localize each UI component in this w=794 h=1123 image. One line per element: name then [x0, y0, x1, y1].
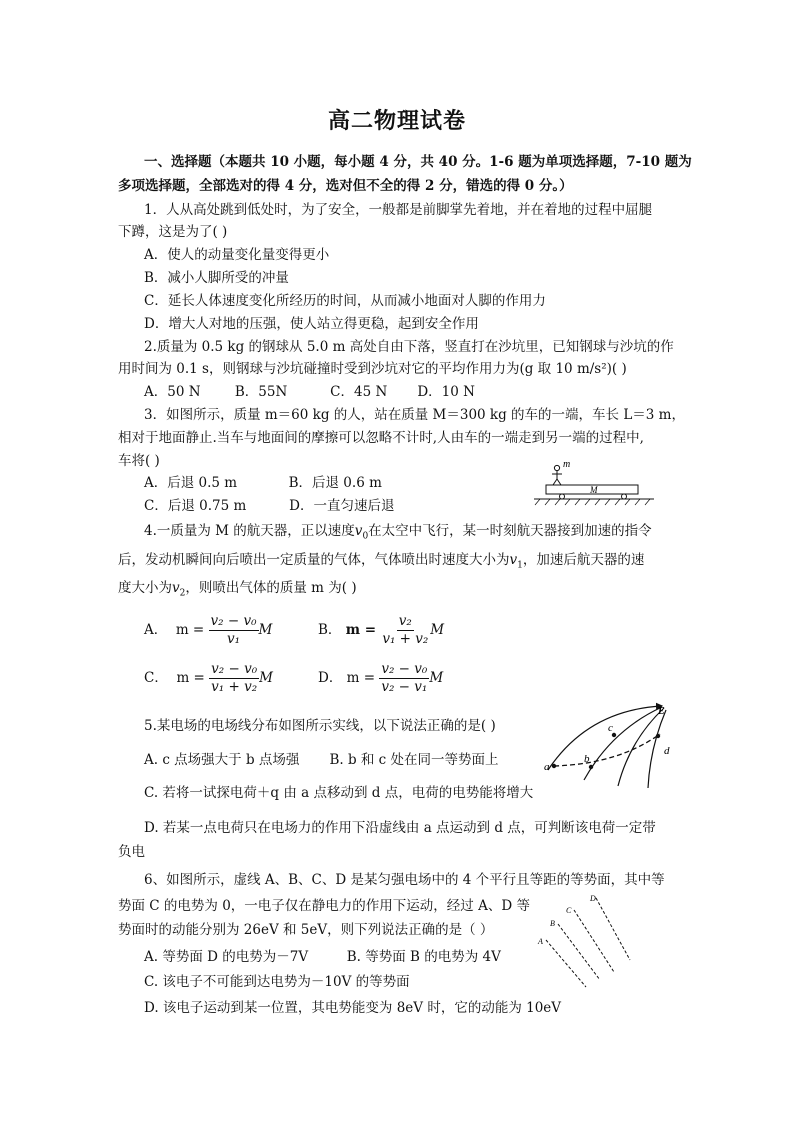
plane-B-label: B: [550, 919, 555, 928]
q2-stem-line1: 2.质量为 0.5 kg 的钢球从 5.0 m 高处自由下落，竖直打在沙坑里，已知钢球与沙坑的作: [144, 339, 674, 355]
q5-option-c: C. 若将一试探电荷＋q 由 a 点移动到 d 点，电荷的电势能将增大: [144, 785, 534, 801]
label-M: M: [590, 485, 598, 495]
q6-stem-line2: 势面 C 的电势为 0，一电子仅在静电力的作用下运动，经过 A、D 等: [118, 898, 530, 914]
q3-stem-line2: 相对于地面静止.当车与地面间的摩擦可以忽略不计时,人由车的一端走到另一端的过程中,: [118, 430, 644, 446]
section-heading-line1: 一、选择题（本题共 10 小题，每小题 4 分，共 40 分。1-6 题为单项选择题，7-10 题为: [144, 154, 692, 170]
field-lines-figure: [538, 700, 684, 790]
E-label: E: [658, 706, 665, 717]
plane-D: [596, 898, 630, 960]
q6-options-ab: A. 等势面 D 的电势为－7V B. 等势面 B 的电势为 4V: [144, 949, 501, 965]
q5-option-d-line2: 负电: [118, 844, 145, 860]
q1-option-d: D．增大人对地的压强，使人站立得更稳，起到安全作用: [144, 316, 479, 332]
point-d-label: d: [664, 745, 670, 757]
q4-stem-line3: 度大小为$v_2$，则喷出气体的质量 m 为( ): [118, 580, 357, 599]
plane-A: [546, 940, 586, 987]
q6-option-c: C. 该电子不可能到达电势为－10V 的等势面: [144, 974, 410, 990]
page-title: 高二物理试卷: [327, 108, 466, 134]
q4-option-d: D． m = $\frac{\text{v₂ − v₀}}{\text{v₂ − v₁}}$ M: [318, 661, 444, 695]
q2-options: A．50 N B．55N C．45 N D．10 N: [144, 384, 475, 400]
q4-option-b: B． m = $\frac{\text{v₂}}{\text{v₁ + v₂}}$ M: [318, 613, 445, 647]
point-c-label: c: [608, 722, 613, 734]
cart-figure: [532, 455, 656, 507]
q3-options-ab: A．后退 0.5 m B．后退 0.6 m: [144, 475, 382, 491]
q3-options-cd: C．后退 0.75 m D．一直匀速后退: [144, 498, 395, 514]
q4-stem-line2: 后，发动机瞬间向后喷出一定质量的气体，气体喷出时速度大小为$v_1$，加速后航天器的速: [118, 552, 645, 571]
field-line-3: [618, 708, 664, 786]
label-m: m: [563, 459, 571, 470]
plane-C: [574, 910, 614, 972]
point-b-label: b: [584, 753, 590, 765]
q4-stem-line1: 4.一质量为 M 的航天器，正以速度$v_0$在太空中飞行，某一时刻航天器接到加速的指令: [144, 523, 652, 542]
plane-D-label: D: [590, 894, 596, 903]
q4-option-a: A． m = $\frac{\text{v₂ − v₀}}{\text{v₁}}$ M: [144, 613, 273, 647]
plane-C-label: C: [566, 906, 572, 915]
q3-stem-line1: 3．如图所示，质量 m＝60 kg 的人，站在质量 M＝300 kg 的车的一端，车长 L＝3 m，: [144, 407, 685, 423]
q3-stem-line3: 车将( ): [118, 453, 160, 469]
q4-option-c: C． m = $\frac{\text{v₂ − v₀}}{\text{v₁ + v₂}}$ M: [144, 661, 273, 695]
q5-stem: 5.某电场的电场线分布如图所示实线，以下说法正确的是( ): [144, 718, 496, 734]
trajectory-dashed: [554, 734, 660, 766]
q1-stem-line1: 1．人从高处跳到低处时，为了安全，一般都是前脚掌先着地，并在着地的过程中屈腿: [144, 202, 653, 218]
q6-option-d: D. 该电子运动到某一位置，其电势能变为 8eV 时，它的动能为 10eV: [144, 1000, 562, 1016]
q1-option-b: B．减小人脚所受的冲量: [144, 270, 289, 286]
q6-stem-line3: 势面时的动能分别为 26eV 和 5eV，则下列说法正确的是（ ）: [118, 922, 494, 938]
equipotential-figure: [534, 892, 634, 992]
plane-B: [558, 924, 600, 980]
plane-A-label: A: [538, 937, 543, 946]
point-a-label: a: [544, 761, 550, 773]
q1-option-a: A．使人的动量变化量变得更小: [144, 247, 330, 263]
q5-option-d-line1: D. 若某一点电荷只在电场力的作用下沿虚线由 a 点运动到 d 点，可判断该电荷一定带: [144, 820, 656, 836]
q1-stem-line2: 下蹲，这是为了( ): [118, 224, 228, 240]
q1-option-c: C．延长人体速度变化所经历的时间，从而减小地面对人脚的作用力: [144, 293, 546, 309]
person-head: [554, 465, 559, 470]
q5-options-ab: A. c 点场强大于 b 点场强 B. b 和 c 处在同一等势面上: [144, 752, 499, 768]
section-heading-line2: 多项选择题，全部选对的得 4 分，选对但不全的得 2 分，错选的得 0 分。）: [118, 178, 573, 194]
q2-stem-line2: 用时间为 0.1 s，则钢球与沙坑碰撞时受到沙坑对它的平均作用力为(g 取 10 m/s²)( ): [118, 361, 627, 377]
q6-stem-line1: 6、如图所示，虚线 A、B、C、D 是某匀强电场中的 4 个平行且等距的等势面，其中等: [144, 872, 665, 888]
